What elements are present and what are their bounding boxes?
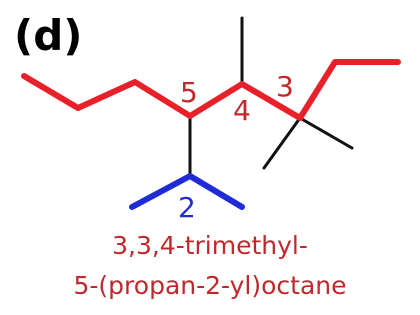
- compound-name-line1: 3,3,4-trimethyl-: [112, 231, 308, 260]
- c3-methyl-bond-right: [300, 118, 352, 148]
- locant-isopropyl: 2: [178, 191, 196, 224]
- compound-name-line2: 5-(propan-2-yl)octane: [73, 271, 347, 300]
- panel-label: (d): [14, 11, 83, 60]
- locant-c5: 5: [180, 76, 198, 109]
- c3-methyl-bond-down: [264, 118, 300, 168]
- locant-c3: 3: [276, 70, 294, 103]
- main-chain: [24, 62, 398, 118]
- locant-c4: 4: [233, 94, 251, 127]
